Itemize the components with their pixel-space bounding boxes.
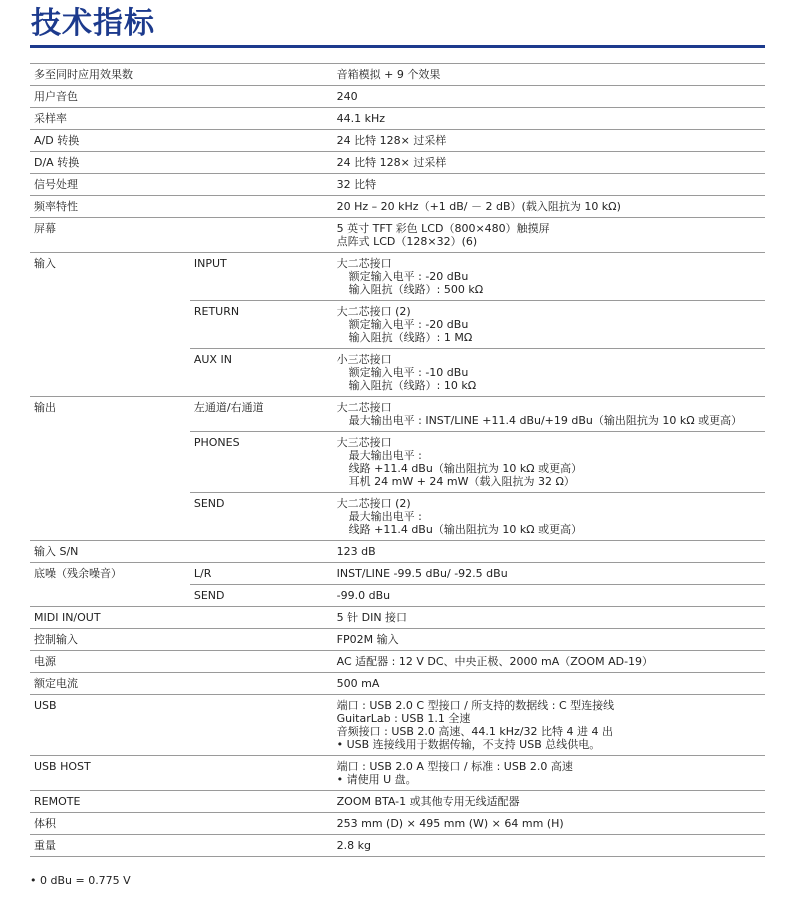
spec-row	[30, 563, 765, 585]
spec-label: A/D 转换	[30, 130, 333, 152]
spec-label: 重量	[30, 835, 333, 857]
spec-value: 音箱模拟 + 9 个效果	[333, 64, 765, 86]
spec-value: 253 mm (D) × 495 mm (W) × 64 mm (H)	[333, 813, 765, 835]
spec-value	[333, 756, 765, 791]
spec-label: 电源	[30, 651, 333, 673]
spec-row	[30, 791, 765, 813]
spec-sublabel: 左通道/右通道	[190, 397, 333, 432]
spec-label: 信号处理	[30, 174, 333, 196]
spec-value	[333, 493, 765, 541]
spec-value	[333, 695, 765, 756]
spec-row	[30, 253, 765, 301]
spec-row	[30, 196, 765, 218]
value-line: 大二芯接口	[336, 257, 392, 270]
spec-row	[30, 695, 765, 756]
spec-value: 24 比特 128× 过采样	[333, 152, 765, 174]
spec-value: INST/LINE -99.5 dBu/ -92.5 dBu	[333, 563, 765, 585]
title-underline	[30, 45, 765, 48]
spec-row	[30, 64, 765, 86]
spec-sublabel: L/R	[190, 563, 333, 585]
spec-row	[30, 397, 765, 432]
spec-label: 输出	[30, 397, 190, 541]
value-line: • 请使用 U 盘。	[336, 773, 417, 786]
spec-label: 输入	[30, 253, 190, 397]
value-line: 额定输入电平 : -20 dBu	[348, 270, 469, 283]
value-line: 线路 +11.4 dBu（输出阻抗为 10 kΩ 或更高）	[348, 462, 583, 475]
spec-value: 24 比特 128× 过采样	[333, 130, 765, 152]
spec-value	[333, 432, 765, 493]
spec-table	[30, 63, 765, 857]
spec-value: FP02M 输入	[333, 629, 765, 651]
spec-value	[333, 253, 765, 301]
spec-value	[333, 218, 765, 253]
spec-row	[30, 756, 765, 791]
spec-label: 控制输入	[30, 629, 333, 651]
spec-label: 输入 S/N	[30, 541, 333, 563]
value-line: 最大输出电平 :	[348, 510, 422, 523]
spec-label: 底噪（残余噪音）	[30, 563, 190, 607]
value-line: 5 英寸 TFT 彩色 LCD（800×480）触摸屏	[336, 222, 550, 235]
spec-value: 44.1 kHz	[333, 108, 765, 130]
spec-label: 采样率	[30, 108, 333, 130]
spec-value: 2.8 kg	[333, 835, 765, 857]
value-line: 大二芯接口	[336, 401, 392, 414]
spec-sublabel: PHONES	[190, 432, 333, 493]
value-line: 端口 : USB 2.0 A 型接口 / 标准 : USB 2.0 高速	[336, 760, 573, 773]
value-line: 最大输出电平 : INST/LINE +11.4 dBu/+19 dBu（输出阻抗为 10 kΩ 或更高）	[348, 414, 743, 427]
spec-label: 多至同时应用效果数	[30, 64, 333, 86]
spec-value: 123 dB	[333, 541, 765, 563]
value-line: 输入阻抗（线路）: 1 MΩ	[348, 331, 473, 344]
spec-label: 体积	[30, 813, 333, 835]
spec-value	[333, 397, 765, 432]
spec-value	[333, 301, 765, 349]
page-title: 技术指标	[31, 6, 155, 41]
spec-label: USB	[30, 695, 333, 756]
spec-row	[30, 835, 765, 857]
spec-row	[30, 813, 765, 835]
spec-row	[30, 174, 765, 196]
spec-value: 5 针 DIN 接口	[333, 607, 765, 629]
spec-label: 额定电流	[30, 673, 333, 695]
spec-sublabel: SEND	[190, 493, 333, 541]
value-line: 额定输入电平 : -10 dBu	[348, 366, 469, 379]
value-line: 小三芯接口	[336, 353, 392, 366]
spec-value: 20 Hz – 20 kHz（+1 dB/ － 2 dB）(载入阻抗为 10 kΩ)	[333, 196, 765, 218]
spec-row	[30, 86, 765, 108]
value-line: 点阵式 LCD（128×32）(6)	[336, 235, 478, 248]
value-line: GuitarLab : USB 1.1 全速	[336, 712, 471, 725]
value-line: 输入阻抗（线路）: 10 kΩ	[348, 379, 477, 392]
spec-row	[30, 673, 765, 695]
spec-row	[30, 152, 765, 174]
spec-label: D/A 转换	[30, 152, 333, 174]
footnote: • 0 dBu = 0.775 V	[30, 874, 131, 887]
value-line: 大三芯接口	[336, 436, 392, 449]
value-line: 大二芯接口 (2)	[336, 305, 411, 318]
spec-sublabel: RETURN	[190, 301, 333, 349]
value-line: 最大输出电平 :	[348, 449, 422, 462]
spec-row	[30, 651, 765, 673]
spec-row	[30, 541, 765, 563]
spec-label: REMOTE	[30, 791, 333, 813]
spec-value: 240	[333, 86, 765, 108]
value-line: 大二芯接口 (2)	[336, 497, 411, 510]
value-line: 音频接口 : USB 2.0 高速、44.1 kHz/32 比特 4 进 4 出	[336, 725, 613, 738]
spec-value	[333, 349, 765, 397]
spec-label: 用户音色	[30, 86, 333, 108]
value-line: 线路 +11.4 dBu（输出阻抗为 10 kΩ 或更高）	[348, 523, 583, 536]
spec-label: 频率特性	[30, 196, 333, 218]
spec-row	[30, 130, 765, 152]
value-line: 额定输入电平 : -20 dBu	[348, 318, 469, 331]
value-line: 端口 : USB 2.0 C 型接口 / 所支持的数据线 : C 型连接线	[336, 699, 615, 712]
value-line: 输入阻抗（线路）: 500 kΩ	[348, 283, 484, 296]
spec-row	[30, 108, 765, 130]
spec-value: -99.0 dBu	[333, 585, 765, 607]
spec-label: USB HOST	[30, 756, 333, 791]
spec-value: AC 适配器 : 12 V DC、中央正极、2000 mA（ZOOM AD-19）	[333, 651, 765, 673]
spec-label: 屏幕	[30, 218, 333, 253]
spec-row	[30, 607, 765, 629]
spec-row	[30, 218, 765, 253]
spec-row	[30, 629, 765, 651]
spec-sublabel: AUX IN	[190, 349, 333, 397]
value-line: • USB 连接线用于数据传输，不支持 USB 总线供电。	[336, 738, 601, 751]
spec-sublabel: INPUT	[190, 253, 333, 301]
spec-label: MIDI IN/OUT	[30, 607, 333, 629]
spec-value: ZOOM BTA-1 或其他专用无线适配器	[333, 791, 765, 813]
spec-value: 32 比特	[333, 174, 765, 196]
spec-sublabel: SEND	[190, 585, 333, 607]
spec-value: 500 mA	[333, 673, 765, 695]
value-line: 耳机 24 mW + 24 mW（载入阻抗为 32 Ω）	[348, 475, 575, 488]
